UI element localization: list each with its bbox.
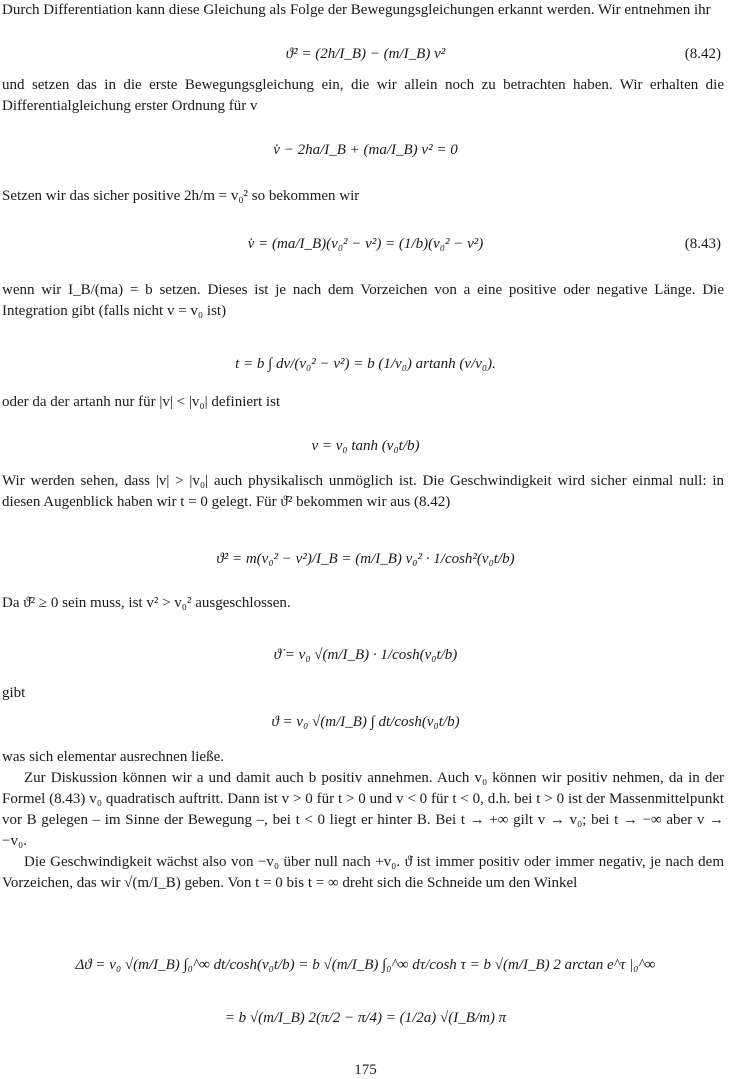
equation-theta-integral: ϑ = v₀ √(m/I_B) ∫ dt/cosh(v₀t/b): [271, 714, 460, 730]
equation-v-tanh: v = v₀ tanh (v₀t/b): [311, 438, 420, 454]
paragraph-artanh: oder da der artanh nur für |v| < |v₀| definiert ist: [2, 394, 281, 410]
paragraph-substitute: und setzen das in die erste Bewegungsgleichung ein, die wir allein noch zu betrachten haben. Wir erhalten die Differentialgleichung erster Ordnung für v: [2, 77, 724, 114]
equation-v-dot: v̇ = (ma/I_B)(v₀² − v²) = (1/b)(v₀² − v²): [247, 236, 484, 252]
equation-number-8-42: (8.42): [684, 46, 721, 62]
paragraph-physically-impossible: Wir werden sehen, dass |v| > |v₀| auch physikalisch unmöglich ist. Die Geschwindigkeit wird sicher einmal null: in diesen Augenblick haben wir t = 0 gelegt. Für ϑ̇² bekommen wir aus (8.42): [2, 473, 724, 510]
equation-integration: t = b ∫ dv/(v₀² − v²) = b (1/v₀) artanh (v/v₀).: [235, 356, 496, 372]
equation-delta-theta: Δϑ = v₀ √(m/I_B) ∫₀^∞ dt/cosh(v₀t/b) = b √(m/I_B) ∫₀^∞ dτ/cosh τ = b √(m/I_B) 2 arctan e^τ |₀^∞: [75, 957, 656, 973]
paragraph-intro: Durch Differentiation kann diese Gleichung als Folge der Bewegungsgleichungen erkannt werden. Wir entnehmen ihr: [2, 2, 711, 18]
paragraph-elementary: was sich elementar ausrechnen ließe.: [2, 749, 224, 765]
paragraph-set-positive: Setzen wir das sicher positive 2h/m = v₀² so bekommen wir: [2, 188, 360, 204]
paragraph-gibt: gibt: [2, 685, 26, 701]
equation-theta-dot-squared: ϑ̇² = (2h/I_B) − (m/I_B) v²: [285, 46, 446, 62]
equation-number-8-43: (8.43): [684, 236, 721, 252]
paragraph-velocity-grows: Die Geschwindigkeit wächst also von −v₀ über null nach +v₀. ϑ̇ ist immer positiv oder immer negativ, je nach dem Vorzeichen, das wir √(m/I_B) geben. Von t = 0 bis t = ∞ dreht sich die Schneide um den Winkel: [2, 854, 724, 891]
equation-delta-theta-result: = b √(m/I_B) 2(π/2 − π/4) = (1/2a) √(I_B/m) π: [224, 1010, 507, 1026]
paragraph-discussion: Zur Diskussion können wir a und damit auch b positiv annehmen. Auch v₀ können wir positiv nehmen, da in der Formel (8.43) v₀ quadratisch auftritt. Dann ist v > 0 für t > 0 und v < 0 für t < 0, d.h. bei t > 0 ist der Massenmittelpunkt vor B gelegen – im Sinne der Bewegung –, bei t < 0 liegt er hinter B. Bei t → +∞ gilt v → v₀; bei t → −∞ aber v → −v₀.: [2, 770, 724, 849]
paragraph-excluded: Da ϑ̇² ≥ 0 sein muss, ist v² > v₀² ausgeschlossen.: [2, 595, 291, 611]
equation-differential: v̇ − 2ha/I_B + (ma/I_B) v² = 0: [273, 142, 458, 158]
equation-theta-dot-cosh: ϑ̇² = m(v₀² − v²)/I_B = (m/I_B) v₀² · 1/cosh²(v₀t/b): [216, 551, 515, 567]
page-number: 175: [354, 1062, 377, 1078]
equation-theta-dot: ϑ̇ = v₀ √(m/I_B) · 1/cosh(v₀t/b): [273, 647, 458, 663]
paragraph-b-definition: wenn wir I_B/(ma) = b setzen. Dieses ist je nach dem Vorzeichen von a eine positive oder negative Länge. Die Integration gibt (falls nicht v = v₀ ist): [2, 282, 724, 319]
